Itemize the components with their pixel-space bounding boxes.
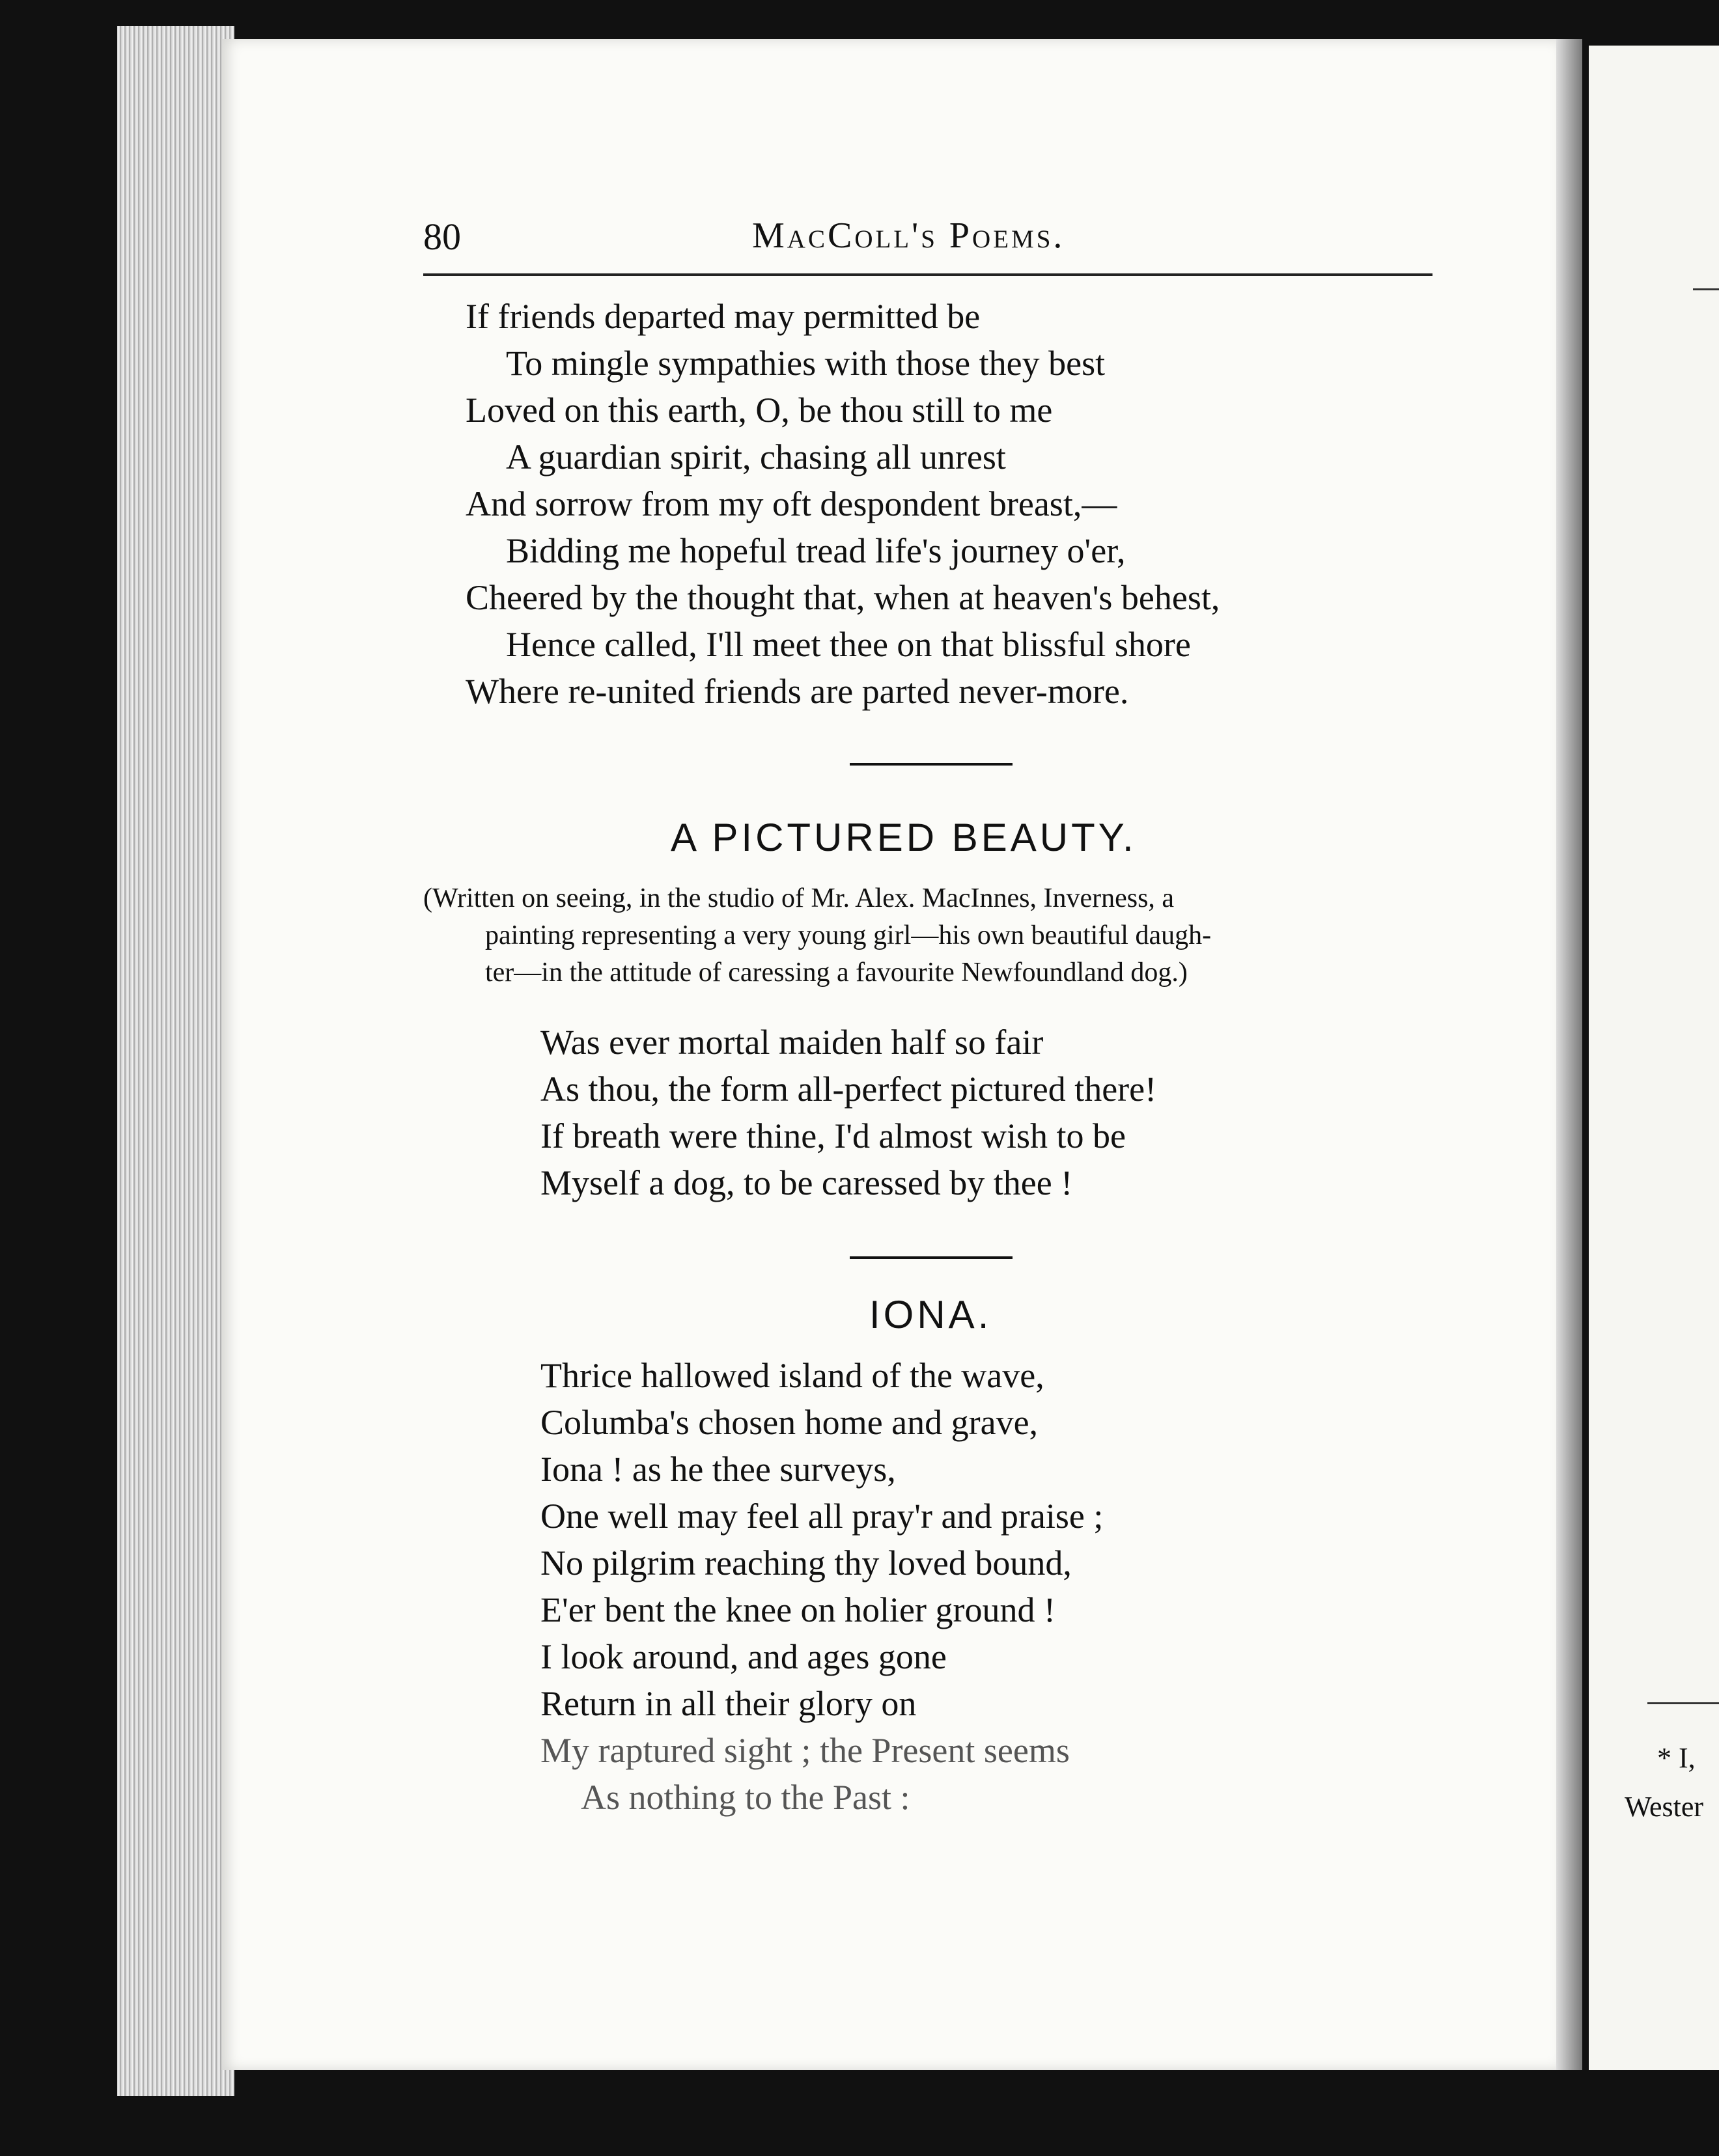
poem-stanza xyxy=(540,1352,1103,1821)
gutter-shadow xyxy=(1556,39,1582,2070)
poem-line: Return in all their glory on xyxy=(540,1684,917,1723)
poem-line: No pilgrim reaching thy loved bound, xyxy=(540,1543,1072,1582)
poem-line: As nothing to the Past : xyxy=(581,1778,910,1817)
poem-line: Was ever mortal maiden half so fair xyxy=(540,1023,1044,1062)
poem-line: Columba's chosen home and grave, xyxy=(540,1403,1039,1442)
poem-line: If friends departed may permitted be xyxy=(466,297,981,336)
facing-page-rule xyxy=(1693,288,1719,290)
poem-line: Cheered by the thought that, when at heaven's behest, xyxy=(466,578,1220,617)
poem-line: Iona ! as he thee surveys, xyxy=(540,1450,896,1489)
poem-line: As thou, the form all-perfect pictured there! xyxy=(540,1070,1157,1109)
poem-line: Loved on this earth, O, be thou still to me xyxy=(466,391,1053,430)
section-divider xyxy=(850,763,1013,766)
facing-page xyxy=(1589,46,1719,2070)
poem-continuation xyxy=(466,293,1220,715)
poem-line: I look around, and ages gone xyxy=(540,1637,947,1676)
poem-line: My raptured sight ; the Present seems xyxy=(540,1731,1070,1770)
facing-text-fragment: Wester xyxy=(1625,1791,1704,1823)
poem-stanza xyxy=(540,1019,1156,1206)
poem-line: If breath were thine, I'd almost wish to be xyxy=(540,1116,1126,1155)
poem-title: IONA. xyxy=(869,1293,992,1336)
poem-line: Where re-united friends are parted never-more. xyxy=(466,672,1129,711)
poem-line: Thrice hallowed island of the wave, xyxy=(540,1356,1044,1395)
section-divider xyxy=(850,1256,1013,1259)
book-title: MacColl's Poems. xyxy=(752,215,1065,256)
facing-footnote-mark: * I, xyxy=(1657,1742,1696,1774)
subtitle-line: painting representing a very young girl—his own beautiful daugh- xyxy=(485,920,1212,950)
page-edge-stack xyxy=(117,26,234,2096)
poem-line: A guardian spirit, chasing all unrest xyxy=(506,437,1006,477)
poem-line: To mingle sympathies with those they best xyxy=(506,344,1106,383)
poem-line: Bidding me hopeful tread life's journey o'er, xyxy=(506,531,1126,570)
page-number: 80 xyxy=(423,215,461,258)
poem-line: One well may feel all pray'r and praise ; xyxy=(540,1497,1104,1536)
poem-title: A PICTURED BEAUTY. xyxy=(671,816,1137,859)
poem-subtitle xyxy=(423,880,1439,991)
subtitle-line: ter—in the attitude of caressing a favourite Newfoundland dog.) xyxy=(485,958,1188,988)
poem-line: Hence called, I'll meet thee on that blissful shore xyxy=(506,625,1191,664)
poem-line: Myself a dog, to be caressed by thee ! xyxy=(540,1163,1073,1202)
running-head xyxy=(423,215,1432,276)
facing-page-rule xyxy=(1647,1702,1719,1704)
poem-line: E'er bent the knee on holier ground ! xyxy=(540,1590,1055,1629)
subtitle-line: (Written on seeing, in the studio of Mr. Alex. MacInnes, Inverness, a xyxy=(423,883,1175,913)
poem-line: And sorrow from my oft despondent breast,— xyxy=(466,484,1117,523)
